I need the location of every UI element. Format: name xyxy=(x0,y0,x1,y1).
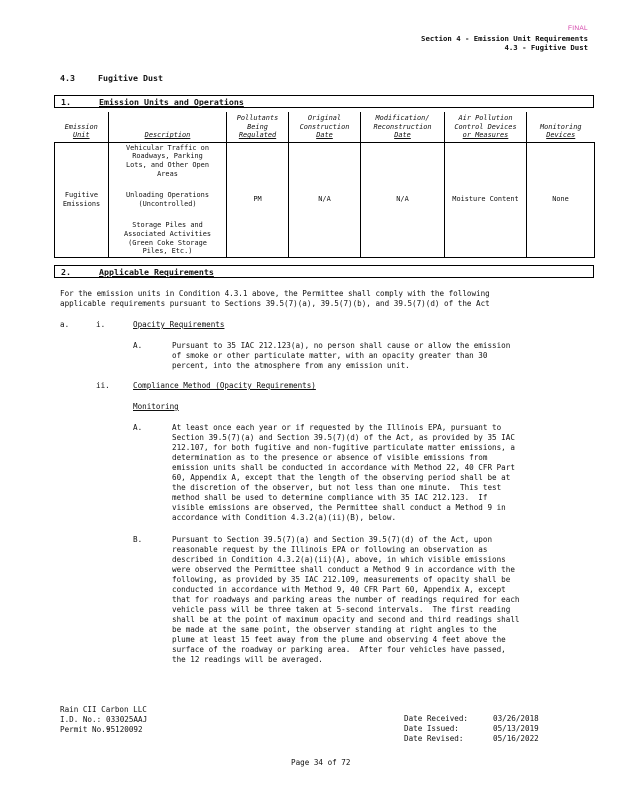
footer-issued-value: 05/13/2019 xyxy=(493,724,539,733)
monitoring-B-line-12: surface of the roadway or parking area. After four vehicles have passed, xyxy=(172,645,506,654)
footer-issued-label: Date Issued: xyxy=(404,724,459,733)
header-construction-date: Original Construction Date xyxy=(289,112,361,142)
cell-control-measures: Moisture Content xyxy=(445,142,527,257)
monitoring-A-line-4: determination as to the presence or absence of visible emissions from xyxy=(172,453,488,462)
monitoring-B-line-6: conducted in accordance with Method 9, 40 CFR Part 60, Appendix A, except xyxy=(172,585,506,594)
monitoring-B-line-1: Pursuant to Section 39.5(7)(a) and Section 39.5(7)(d) of the Act, upon xyxy=(172,535,493,544)
page-number: Page 34 of 72 xyxy=(291,758,351,767)
description-unloading-operations: Unloading Operations (Uncontrolled) xyxy=(126,191,209,208)
monitoring-A-line-7: the discretion of the observer, but not less than one minute. This test xyxy=(172,483,502,492)
monitoring-B-line-11: plume at least 15 feet away from the plume and observing 4 feet above the xyxy=(172,635,506,644)
footer-received-value: 03/26/2018 xyxy=(493,714,539,723)
monitoring-B-line-7: that for roadways and parking areas the number of readings required for each xyxy=(172,595,520,604)
monitoring-B-line-13: the 12 readings will be averaged. xyxy=(172,655,323,664)
intro-line-2: applicable requirements pursuant to Sections 39.5(7)(a), 39.5(7)(b), and 39.5(7)(d) of the Act xyxy=(60,299,490,308)
monitoring-B-line-3: described in Condition 4.3.2(a)(ii)(A), above, in which visible emissions xyxy=(172,555,506,564)
section-4-3-number: 4.3 xyxy=(60,73,75,83)
section-1-box xyxy=(54,95,594,108)
monitoring-B-line-5: following, as provided by 35 IAC 212.109, measurements of opacity shall be xyxy=(172,575,511,584)
item-a-label: a. xyxy=(60,320,70,329)
cell-modification-date: N/A xyxy=(361,142,445,257)
cell-construction-date: N/A xyxy=(289,142,361,257)
footer-revised-label: Date Revised: xyxy=(404,734,464,743)
monitoring-A-line-1: At least once each year or if requested by the Illinois EPA, pursuant to xyxy=(172,423,502,432)
section-1-title: Emission Units and Operations xyxy=(99,97,244,107)
monitoring-A-line-6: 60, Appendix A, except that the length of the observing period shall be at xyxy=(172,473,511,482)
section-2-title: Applicable Requirements xyxy=(99,267,214,277)
cell-emission-unit: Fugitive Emissions xyxy=(55,142,109,257)
table-header-row xyxy=(55,112,595,142)
compliance-method-title: Compliance Method (Opacity Requirements) xyxy=(133,381,316,390)
header-section-line: Section 4 - Emission Unit Requirements xyxy=(421,34,588,43)
monitoring-A-line-5: emission units shall be conducted in accordance with Method 22, 40 CFR Part xyxy=(172,463,515,472)
monitoring-B-line-9: shall be at the point of maximum opacity and second and third readings shall xyxy=(172,615,520,624)
opacity-requirements-title: Opacity Requirements xyxy=(133,320,225,329)
opacity-A-line-3: percent, into the atmosphere from any emission unit. xyxy=(172,361,410,370)
monitoring-title: Monitoring xyxy=(133,402,179,411)
monitoring-A-line-3: 212.107, for both fugitive and non-fugitive particulate matter emissions, a xyxy=(172,443,515,452)
monitoring-B-line-4: were observed the Permittee shall conduct a Method 9 in accordance with the xyxy=(172,565,515,574)
table-row xyxy=(55,142,595,257)
final-stamp: FINAL xyxy=(568,25,588,32)
monitoring-A-line-10: accordance with Condition 4.3.2(a)(ii)(B), below. xyxy=(172,513,397,522)
header-pollutants: Pollutants Being Regulated xyxy=(227,112,289,142)
footer-permit-value: 95120092 xyxy=(106,725,143,734)
footer-permit-label: Permit No.: xyxy=(60,725,111,734)
footer-received-label: Date Received: xyxy=(404,714,469,723)
item-ii-label: ii. xyxy=(96,381,110,390)
cell-description xyxy=(109,142,227,257)
header-emission-unit: Emission Unit xyxy=(55,112,109,142)
section-2-box xyxy=(54,265,594,278)
opacity-A-line-2: of smoke or other particulate matter, with an opacity greater than 30 xyxy=(172,351,488,360)
monitoring-A-label: A. xyxy=(133,423,143,432)
opacity-A-label: A. xyxy=(133,341,143,350)
emission-units-table xyxy=(54,112,595,258)
cell-pollutant: PM xyxy=(227,142,289,257)
cell-monitoring-devices: None xyxy=(527,142,595,257)
header-modification-date: Modification/ Reconstruction Date xyxy=(361,112,445,142)
monitoring-B-line-2: reasonable request by the Illinois EPA or following an observation as xyxy=(172,545,488,554)
header-description: Description xyxy=(109,112,227,142)
monitoring-A-line-2: Section 39.5(7)(a) and Section 39.5(7)(d) of the Act, as provided by 35 IAC xyxy=(172,433,515,442)
header-subsection-line: 4.3 - Fugitive Dust xyxy=(504,43,588,52)
header-control-devices: Air Pollution Control Devices or Measures xyxy=(445,112,527,142)
item-a-i-label: i. xyxy=(96,320,106,329)
footer-id-label: I.D. No.: xyxy=(60,715,102,724)
monitoring-B-line-10: be made at the same point, the observer standing at right angles to the xyxy=(172,625,497,634)
monitoring-B-line-8: vehicle pass will be three taken at 5-second intervals. The first reading xyxy=(172,605,511,614)
footer-company: Rain CII Carbon LLC xyxy=(60,705,147,714)
intro-line-1: For the emission units in Condition 4.3.1 above, the Permittee shall comply with the following xyxy=(60,289,490,298)
description-vehicular-traffic: Vehicular Traffic on Roadways, Parking Lots, and Other Open Areas xyxy=(126,143,209,178)
monitoring-A-line-8: method shall be used to determine compliance with 35 IAC 212.123. If xyxy=(172,493,488,502)
header-monitoring-devices: Monitoring Devices xyxy=(527,112,595,142)
section-1-number: 1. xyxy=(61,97,71,107)
footer-revised-value: 05/16/2022 xyxy=(493,734,539,743)
monitoring-B-label: B. xyxy=(133,535,143,544)
opacity-A-line-1: Pursuant to 35 IAC 212.123(a), no person shall cause or allow the emission xyxy=(172,341,511,350)
monitoring-A-line-9: visible emissions are observed, the Permittee shall conduct a Method 9 in xyxy=(172,503,506,512)
footer-id-value: 033025AAJ xyxy=(106,715,148,724)
description-storage-piles: Storage Piles and Associated Activities (Green Coke Storage Piles, Etc.) xyxy=(123,221,212,256)
section-2-number: 2. xyxy=(61,267,71,277)
section-4-3-title: Fugitive Dust xyxy=(98,73,163,83)
